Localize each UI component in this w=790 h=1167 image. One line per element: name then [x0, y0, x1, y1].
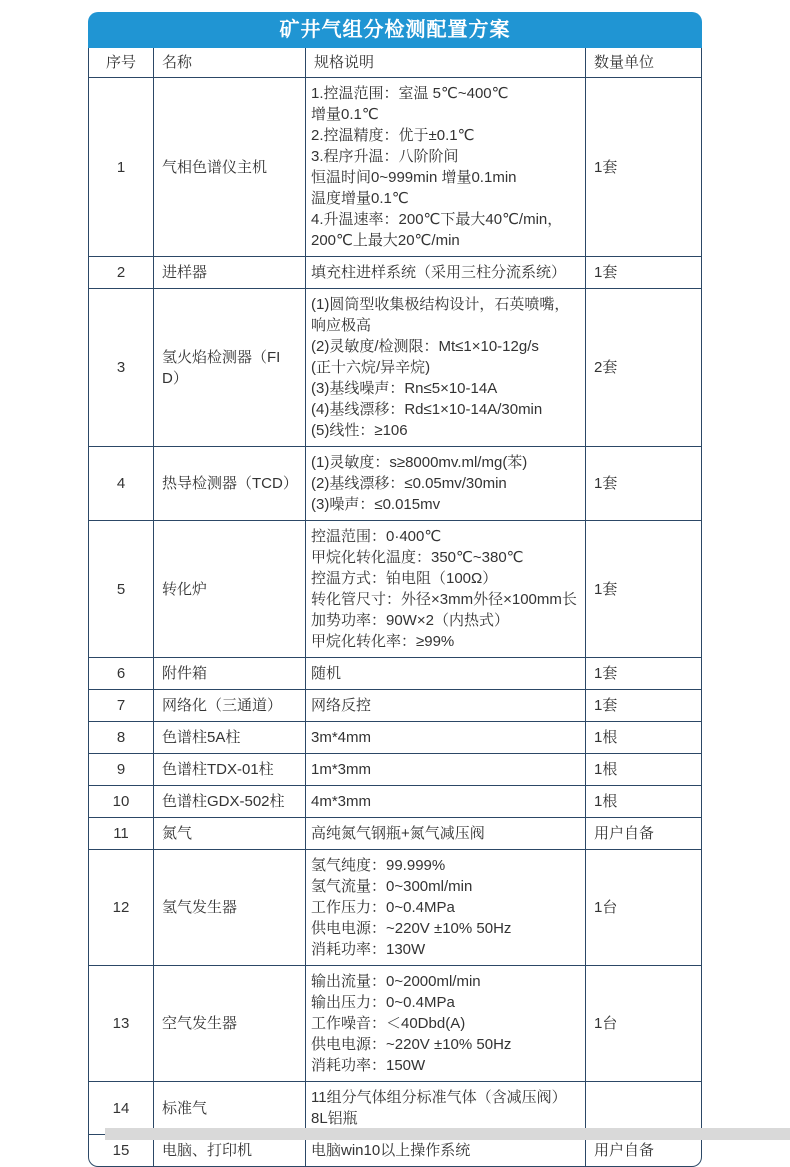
column-header-index: 序号	[89, 48, 154, 78]
cell-index: 5	[89, 521, 154, 658]
cell-name: 网络化（三通道）	[154, 690, 306, 722]
sheet-title: 矿井气组分检测配置方案	[88, 12, 702, 48]
spec-line: 加势功率：90W×2（内热式）	[311, 612, 509, 629]
header-row	[89, 48, 703, 78]
cell-spec	[306, 1082, 586, 1135]
spec-line: 2.控温精度：优于±0.1℃	[311, 127, 475, 144]
spec-line: (2)基线漂移：≤0.05mv/30min	[311, 475, 507, 492]
cell-index: 3	[89, 289, 154, 447]
cell-index: 15	[89, 1135, 154, 1167]
spec-line: 网络反控	[311, 697, 372, 714]
cell-name: 转化炉	[154, 521, 306, 658]
cell-index: 7	[89, 690, 154, 722]
spec-line: 氢气纯度：99.999%	[311, 857, 446, 874]
cell-index: 10	[89, 786, 154, 818]
spec-line: 电脑win10以上操作系统	[311, 1142, 471, 1159]
cell-name: 热导检测器（TCD）	[154, 447, 306, 521]
cell-spec	[306, 658, 586, 690]
table-row	[89, 658, 703, 690]
cell-quantity: 1套	[586, 521, 703, 658]
table-header	[89, 48, 703, 78]
spec-line: 供电电源：~220V ±10% 50Hz	[311, 920, 512, 937]
spec-line: (1)灵敏度：s≥8000mv.ml/mg(苯)	[311, 454, 528, 471]
cell-spec	[306, 447, 586, 521]
cell-spec	[306, 754, 586, 786]
table-row	[89, 966, 703, 1082]
cell-name: 电脑、打印机	[154, 1135, 306, 1167]
cell-spec	[306, 966, 586, 1082]
table-row	[89, 754, 703, 786]
cell-quantity: 2套	[586, 289, 703, 447]
column-header-name: 名称	[154, 48, 306, 78]
cell-quantity: 1套	[586, 78, 703, 257]
table-row	[89, 257, 703, 289]
spec-line: 消耗功率：130W	[311, 941, 426, 958]
spec-line: 8L铝瓶	[311, 1110, 358, 1127]
spec-table-wrap	[88, 48, 702, 1167]
table-row	[89, 818, 703, 850]
table-row	[89, 1082, 703, 1135]
spec-line: 转化管尺寸：外径×3mm外径×100mm长	[311, 591, 577, 608]
page-section-divider	[105, 1128, 790, 1140]
cell-quantity: 1台	[586, 850, 703, 966]
spec-line: 增量0.1℃	[311, 106, 379, 123]
cell-spec	[306, 289, 586, 447]
cell-spec	[306, 786, 586, 818]
spec-line: 1m*3mm	[311, 761, 372, 778]
cell-name: 进样器	[154, 257, 306, 289]
table-row	[89, 690, 703, 722]
table-row	[89, 78, 703, 257]
cell-quantity: 1台	[586, 966, 703, 1082]
table-row	[89, 447, 703, 521]
spec-line: (5)线性：≥106	[311, 422, 408, 439]
spec-line: 工作压力：0~0.4MPa	[311, 899, 455, 916]
table-row	[89, 786, 703, 818]
spec-line: (正十六烷/异辛烷)	[311, 359, 431, 376]
spec-line: 工作噪音：＜40Dbd(A)	[311, 1015, 466, 1032]
cell-name: 氢气发生器	[154, 850, 306, 966]
cell-name: 色谱柱5A柱	[154, 722, 306, 754]
spec-line: 3.程序升温：八阶阶间	[311, 148, 459, 165]
cell-spec	[306, 722, 586, 754]
spec-line: 输出压力：0~0.4MPa	[311, 994, 455, 1011]
spec-line: 温度增量0.1℃	[311, 190, 409, 207]
column-header-spec: 规格说明	[306, 48, 586, 78]
cell-name: 色谱柱GDX-502柱	[154, 786, 306, 818]
cell-index: 9	[89, 754, 154, 786]
cell-name: 气相色谱仪主机	[154, 78, 306, 257]
column-header-quantity: 数量单位	[586, 48, 703, 78]
cell-quantity: 1根	[586, 754, 703, 786]
cell-spec	[306, 850, 586, 966]
cell-quantity: 1套	[586, 447, 703, 521]
cell-name: 标准气	[154, 1082, 306, 1135]
cell-spec	[306, 78, 586, 257]
spec-line: 氢气流量：0~300ml/min	[311, 878, 473, 895]
spec-line: 甲烷化转化温度：350℃~380℃	[311, 549, 524, 566]
cell-index: 13	[89, 966, 154, 1082]
spec-line: 消耗功率：150W	[311, 1057, 426, 1074]
cell-quantity: 1套	[586, 658, 703, 690]
spec-line: 11组分气体组分标准气体（含减压阀）	[311, 1089, 567, 1106]
cell-index: 1	[89, 78, 154, 257]
spec-line: 随机	[311, 665, 342, 682]
spec-line: 恒温时间0~999min 增量0.1min	[311, 169, 517, 186]
spec-line: 200℃上最大20℃/min	[311, 232, 460, 249]
cell-quantity: 1根	[586, 786, 703, 818]
spec-line: 响应极高	[311, 317, 372, 334]
spec-line: 高纯氮气钢瓶+氮气减压阀	[311, 825, 485, 842]
cell-quantity: 1套	[586, 257, 703, 289]
cell-quantity	[586, 1082, 703, 1135]
cell-quantity: 用户自备	[586, 1135, 703, 1167]
spec-line: (4)基线漂移：Rd≤1×10-14A/30min	[311, 401, 543, 418]
spec-table-body	[89, 78, 703, 1167]
cell-spec	[306, 818, 586, 850]
spec-line: 控温范围：0·400℃	[311, 528, 442, 545]
cell-spec	[306, 690, 586, 722]
cell-index: 14	[89, 1082, 154, 1135]
cell-index: 12	[89, 850, 154, 966]
spec-table	[88, 48, 702, 1167]
table-row	[89, 289, 703, 447]
spec-line: 供电电源：~220V ±10% 50Hz	[311, 1036, 512, 1053]
cell-name: 氮气	[154, 818, 306, 850]
table-row	[89, 722, 703, 754]
spec-line: (3)噪声：≤0.015mv	[311, 496, 441, 513]
spec-line: 4.升温速率：200℃下最大40℃/min，	[311, 211, 563, 228]
cell-name: 色谱柱TDX-01柱	[154, 754, 306, 786]
cell-index: 11	[89, 818, 154, 850]
spec-line: (3)基线噪声：Rn≤5×10-14A	[311, 380, 498, 397]
cell-quantity: 1套	[586, 690, 703, 722]
spec-line: 1.控温范围：室温 5℃~400℃	[311, 85, 509, 102]
table-row	[89, 521, 703, 658]
cell-spec	[306, 521, 586, 658]
cell-index: 4	[89, 447, 154, 521]
spec-line: 甲烷化转化率：≥99%	[311, 633, 455, 650]
spec-line: 3m*4mm	[311, 729, 372, 746]
spec-line: 4m*3mm	[311, 793, 372, 810]
spec-line: 控温方式：铂电阻（100Ω）	[311, 570, 498, 587]
cell-name: 附件箱	[154, 658, 306, 690]
cell-spec	[306, 257, 586, 289]
spec-line: (1)圆筒型收集极结构设计，石英喷嘴，	[311, 296, 570, 313]
spec-line: 填充柱进样系统（采用三柱分流系统）	[311, 264, 567, 281]
cell-quantity: 用户自备	[586, 818, 703, 850]
spec-line: 输出流量：0~2000ml/min	[311, 973, 481, 990]
cell-name: 氢火焰检测器（FID）	[154, 289, 306, 447]
cell-index: 8	[89, 722, 154, 754]
table-row	[89, 850, 703, 966]
cell-index: 2	[89, 257, 154, 289]
cell-quantity: 1根	[586, 722, 703, 754]
cell-index: 6	[89, 658, 154, 690]
spec-line: (2)灵敏度/检测限：Mt≤1×10-12g/s	[311, 338, 539, 355]
spec-sheet	[88, 12, 702, 1167]
cell-name: 空气发生器	[154, 966, 306, 1082]
